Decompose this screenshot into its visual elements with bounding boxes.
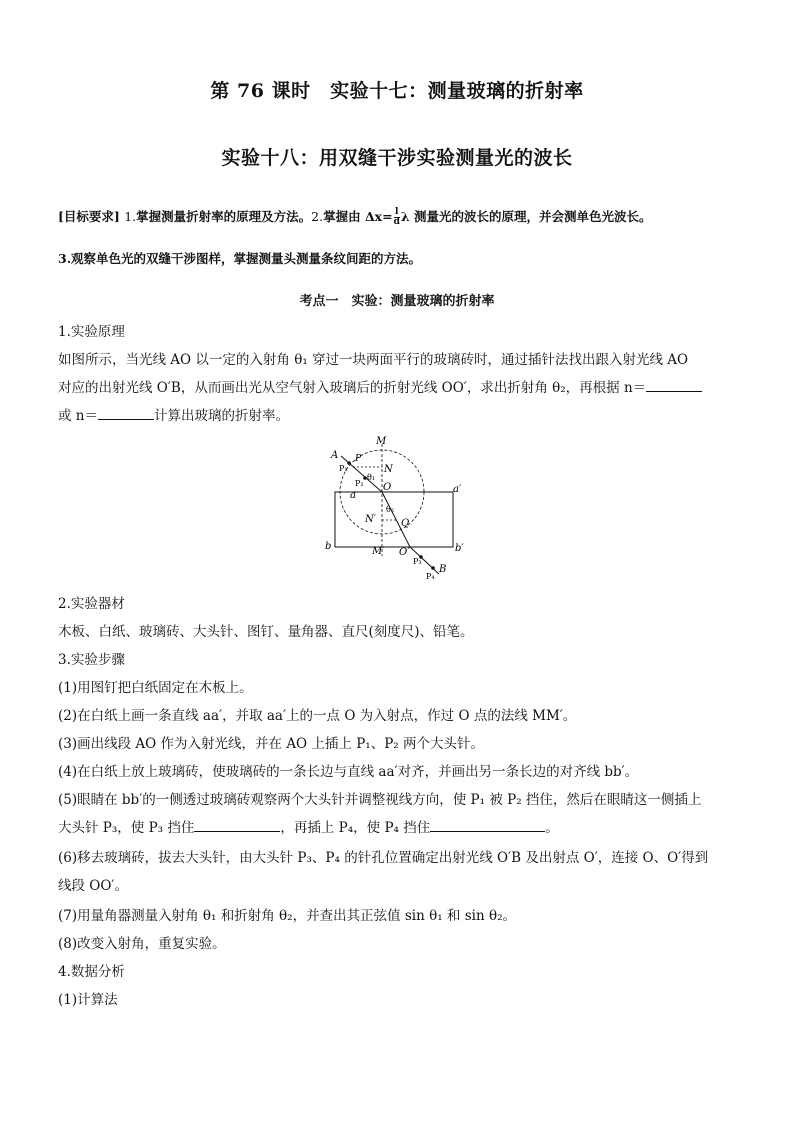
answer-blank[interactable]: [194, 817, 280, 832]
lesson-subtitle: 实验十八：用双缝干涉实验测量光的波长: [221, 147, 573, 169]
label-P1: P₁: [339, 464, 348, 473]
step-3: (3)画出线段 AO 作为入射光线，并在 AO 上插上 P₁、P₂ 两个大头针。: [58, 736, 484, 752]
label-b-prime: b′: [455, 543, 464, 554]
refraction-diagram-svg: [325, 434, 470, 584]
label-P3: P₃: [413, 557, 422, 566]
label-theta2: θ₂: [386, 505, 395, 514]
principle-text-2-line: [58, 375, 748, 402]
principle-text-3-pre: 或 n＝: [58, 408, 98, 424]
label-theta1: θ₁: [367, 473, 376, 482]
principle-text-1: 如图所示，当光线 AO 以一定的入射角 θ₁ 穿过一块两面平行的玻璃砖时，通过插针法找出跟入射光线 AO: [58, 352, 689, 368]
fraction-denominator: d: [393, 217, 400, 227]
step-2: (2)在白纸上画一条直线 aa′，并取 aa′上的一点 O 为入射点，作过 O 点的法线 MM′。: [58, 708, 577, 724]
label-P: P: [355, 454, 362, 464]
equipment-heading: 2.实验器材: [58, 596, 125, 612]
step-6a: (6)移去玻璃砖，拔去大头针，由大头针 P₃、P₄ 的针孔位置确定出射光线 O′B 及出射点 O′，连接 O、O′得到: [58, 850, 709, 866]
analysis-heading: 4.数据分析: [58, 964, 125, 980]
analysis-sub-1: (1)计算法: [58, 992, 118, 1008]
principle-text-3-line: [58, 403, 748, 430]
equipment-text: 木板、白纸、玻璃砖、大头针、图钉、量角器、直尺(刻度尺)、铅笔。: [58, 624, 474, 640]
objective-1: 掌握测量折射率的原理及方法。: [136, 209, 312, 224]
objectives: [58, 207, 748, 227]
section-heading: 考点一 实验：测量玻璃的折射率: [299, 294, 495, 309]
label-O: O: [383, 482, 392, 493]
objective-1-num: 1.: [124, 209, 137, 224]
step-5b-line: [58, 815, 748, 842]
answer-blank[interactable]: [430, 817, 545, 832]
label-a-prime: a′: [453, 484, 462, 495]
lesson-title: 第 76 课时 实验十七：测量玻璃的折射率: [210, 80, 584, 102]
step-6b: 线段 OO′。: [58, 878, 128, 894]
label-P4: P₄: [426, 572, 435, 581]
step-5b-post: 。: [545, 820, 559, 836]
step-1: (1)用图钉把白纸固定在木板上。: [58, 680, 253, 696]
objective-2-pre: 掌握由 Δx=: [323, 209, 393, 224]
fraction-l-over-d: [394, 208, 400, 227]
pin-p4: [431, 566, 435, 570]
step-4: (4)在白纸上放上玻璃砖，使玻璃砖的一条长边与直线 aa′对齐，并画出另一条长边的对齐线 bb′。: [58, 764, 639, 780]
objective-3: 3.观察单色光的双缝干涉图样，掌握测量头测量条纹间距的方法。: [58, 251, 422, 266]
pin-p1: [347, 461, 351, 465]
label-N: N: [384, 464, 393, 475]
principle-text-3-post: 计算出玻璃的折射率。: [154, 408, 289, 424]
principle-heading: 1.实验原理: [58, 324, 125, 340]
fraction-numerator: l: [395, 207, 399, 217]
steps-heading: 3.实验步骤: [58, 652, 125, 668]
label-B: B: [439, 564, 447, 575]
label-b: b: [325, 541, 332, 552]
label-M: M: [376, 436, 387, 447]
objectives-label: [目标要求]: [58, 209, 120, 224]
step-5a: (5)眼睛在 bb′的一侧透过玻璃砖观察两个大头针并调整视线方向，使 P₁ 被 P₂ 挡住，然后在眼睛这一侧插上: [58, 792, 702, 808]
step-5b-mid: ，再插上 P₄，使 P₄ 挡住: [280, 820, 431, 836]
label-N-prime: N′: [365, 514, 377, 525]
answer-blank[interactable]: [646, 377, 702, 392]
label-P2: P₂: [355, 479, 364, 488]
label-Q: Q: [401, 518, 410, 529]
step-7: (7)用量角器测量入射角 θ₁ 和折射角 θ₂，并查出其正弦值 sin θ₁ 和 sin θ₂。: [58, 908, 516, 924]
refraction-diagram: [325, 434, 470, 584]
label-O-prime: O′: [399, 547, 410, 558]
objective-2-post: λ 测量光的波长的原理，并会测单色光波长。: [400, 209, 652, 224]
answer-blank[interactable]: [98, 405, 154, 420]
label-a: a: [350, 490, 356, 501]
objective-2-num: 2.: [311, 209, 324, 224]
step-5b-pre: 大头针 P₃，使 P₃ 挡住: [58, 820, 195, 836]
label-A: A: [331, 450, 339, 461]
label-M-prime: M′: [372, 546, 385, 557]
step-8: (8)改变入射角，重复实验。: [58, 936, 226, 952]
principle-text-2: 对应的出射光线 O′B，从而画出光从空气射入玻璃后的折射光线 OO′，求出折射角 θ₂，再根据 n＝: [58, 380, 647, 396]
